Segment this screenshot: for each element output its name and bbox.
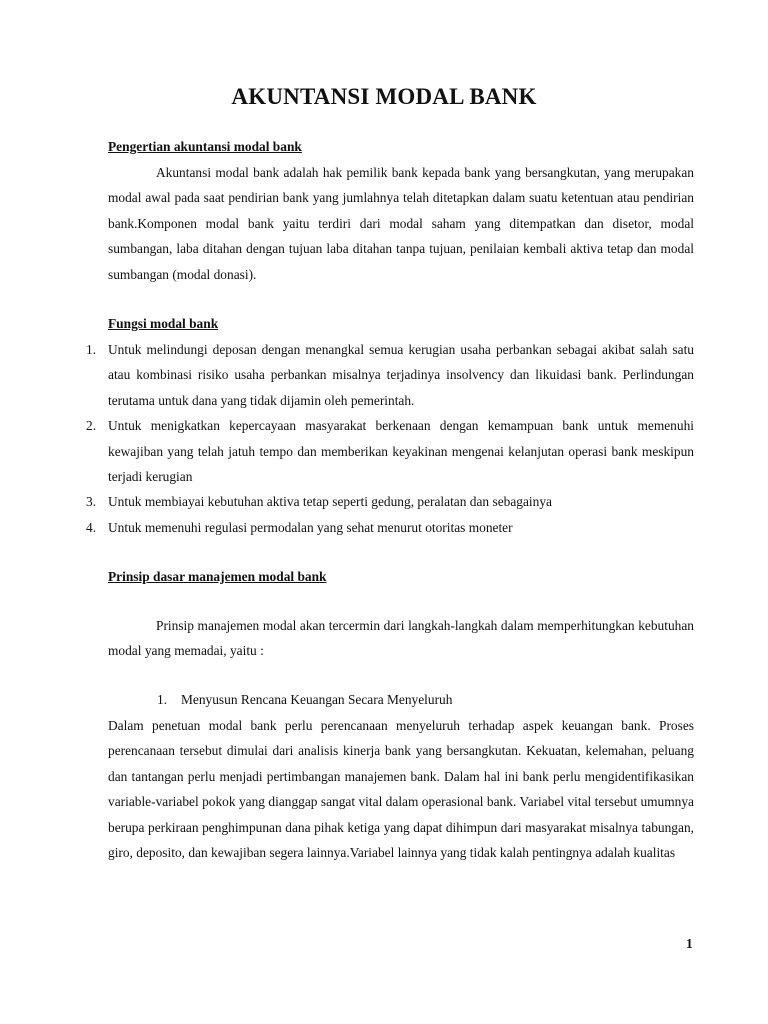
list-item: [0, 515, 768, 540]
paragraph-body: Dalam penetuan modal bank perlu perencanaan menyeluruh terhadap aspek keuangan bank. Proses perencanaan tersebut dimulai dari analisis kinerja bank yang bersangkutan. Kekuatan, kelemahan, peluang dan tantangan perlu menjadi pertimbangan manajemen bank. Dalam hal ini bank perlu mengidentifikasikan variable-variabel pokok yang dianggap sangat vital dalam operasional bank. Variabel vital tersebut umumnya berupa perkiraan penghimpunan dana pihak ketiga yang dapat dihimpun dari masyarakat misalnya tabungan, giro, deposito, dan kewajiban segera lainnya.Variabel lainnya yang tidak kalah pentingnya adalah kualitas: [108, 718, 694, 861]
list-item-number: 1.: [86, 342, 97, 357]
list-item: [0, 413, 768, 489]
list-item-number: 2.: [86, 418, 97, 434]
section-heading-pengertian: Pengertian akuntansi modal bank: [108, 139, 302, 154]
list-item-text: Untuk memenuhi regulasi permodalan yang sehat menurut otoritas moneter: [108, 519, 513, 535]
list-item-text: Untuk menigkatkan kepercayaan masyarakat berkenaan dengan kemampuan bank untuk memenuhi kewajiban yang telah jatuh tempo dan memberikan keyakinan mengenai kelanjutan operasi bank meskipun terjadi kerugian: [108, 418, 694, 485]
list-item: [0, 489, 768, 514]
document-title: AKUNTANSI MODAL BANK: [231, 84, 537, 109]
list-item-number: 3.: [86, 494, 97, 510]
fungsi-list: [0, 337, 768, 540]
page-number: 1: [686, 936, 693, 951]
paragraph-pengertian: Akuntansi modal bank adalah hak pemilik bank kepada bank yang bersangkutan, yang merupakan modal awal pada saat pendirian bank yang jumlahnya telah ditetapkan dalam suatu ketentuan atau pendirian bank.Komponen modal bank yaitu terdiri dari modal saham yang ditempatkan dan disetor, modal sumbangan, laba ditahan dengan tujuan laba ditahan tanpa tujuan, penilaian kembali aktiva tetap dan modal sumbangan (modal donasi).: [108, 165, 694, 282]
subitem-text: Menyusun Rencana Keuangan Secara Menyeluruh: [181, 692, 453, 707]
paragraph-prinsip: Prinsip manajemen modal akan tercermin dari langkah-langkah dalam memperhitungkan kebutuhan modal yang memadai, yaitu :: [108, 618, 694, 659]
section-heading-prinsip: Prinsip dasar manajemen modal bank: [108, 569, 327, 584]
list-item-text: Untuk membiayai kebutuhan aktiva tetap seperti gedung, peralatan dan sebagainya: [108, 494, 552, 510]
numbered-subitem: [157, 692, 452, 708]
section-heading-fungsi: Fungsi modal bank: [108, 316, 219, 331]
list-item-number: 4.: [86, 519, 97, 535]
list-item-text: Untuk melindungi deposan dengan menangkal semua kerugian usaha perbankan sebagai akibat salah satu atau kombinasi risiko usaha perbankan misalnya terjadinya insolvency dan likuidasi bank. Perlindungan terutama untuk dana yang tidak dijamin oleh pemerintah.: [108, 342, 694, 408]
list-item: [0, 337, 768, 413]
subitem-number: 1.: [157, 692, 168, 707]
